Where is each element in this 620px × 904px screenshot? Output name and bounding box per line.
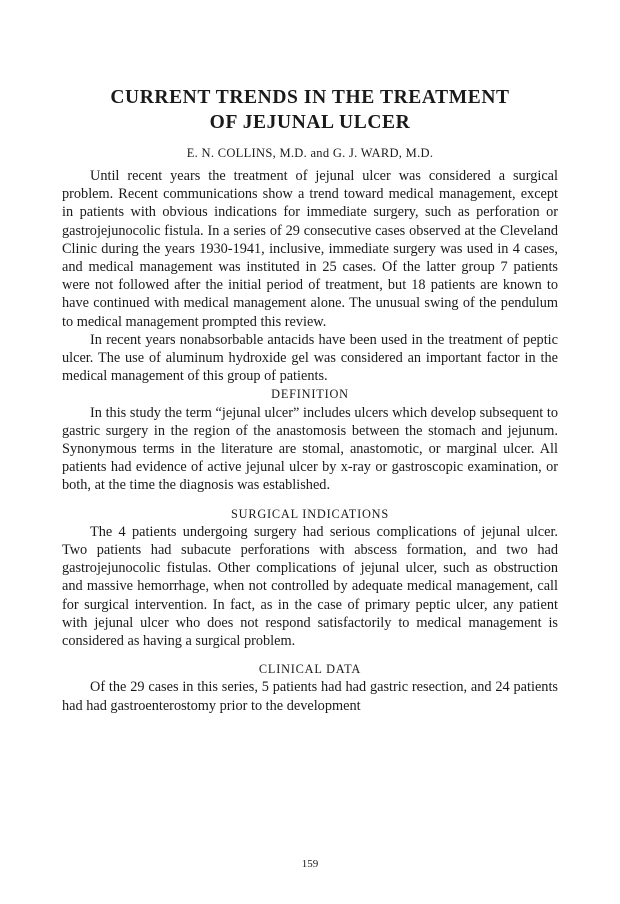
section-spacer <box>62 495 558 505</box>
page-number: 159 <box>301 858 319 870</box>
definition-paragraph: In this study the term “jejunal ulcer” includes ulcers which develop subsequent to gastric surgery in the region of the anastomosis between the stomach and jejunum. Synonymous terms in the literature are stomal, anastomotic, or marginal ulcer. All patients had evidence of active jejunal ulcer by x-ray or gastroscopic examination, or both, at the time the diagnosis was established. <box>62 404 558 494</box>
article-title-line-1: CURRENT TRENDS IN THE TREATMENT <box>110 87 510 108</box>
article-authors: E. N. COLLINS, M.D. and G. J. WARD, M.D. <box>186 146 434 160</box>
surgical-paragraph: The 4 patients undergoing surgery had serious complications of jejunal ulcer. Two patients had subacute perforations with abscess formation, and two had gastrojejunocolic fistulas. Other complications of jejunal ulcer, such as obstruction and massive hemorrhage, when not controlled by adequate medical management, call for surgical intervention. In fact, as in the case of primary peptic ulcer, any patient with jejunal ulcer who does not respond satisfactorily to medical management is considered as having a surgical problem. <box>62 523 558 650</box>
intro-paragraph-1: Until recent years the treatment of jejunal ulcer was considered a surgical problem. Recent communications show a trend toward medical management, except in patients with obvious indications for immediate surgery, such as perforation or gastrojejunocolic fistula. In a series of 29 consecutive cases observed at the Cleveland Clinic during the years 1930-1941, inclusive, immediate surgery was used in 4 cases, and medical management was instituted in 25 cases. Of the latter group 7 patients were not followed after the initial period of treatment, but 18 patients are known to have continued with medical management alone. The unusual swing of the pendulum to medical management prompted this review. <box>62 168 558 330</box>
clinical-paragraph: Of the 29 cases in this series, 5 patients had had gastric resection, and 24 patients had had gastroenterostomy prior to the development <box>62 679 558 714</box>
section-spacer <box>62 650 558 660</box>
article-title-line-2: OF JEJUNAL ULCER <box>209 112 411 133</box>
intro-paragraph-2: In recent years nonabsorbable antacids have been used in the treatment of peptic ulcer. The use of aluminum hydroxide gel was considered an important factor in the medical management of this group of patients. <box>62 331 558 385</box>
article-body <box>62 167 558 715</box>
section-heading-clinical-data: CLINICAL DATA <box>258 662 362 677</box>
section-heading-surgical-indications: SURGICAL INDICATIONS <box>231 506 389 521</box>
section-heading-definition: DEFINITION <box>271 387 349 402</box>
